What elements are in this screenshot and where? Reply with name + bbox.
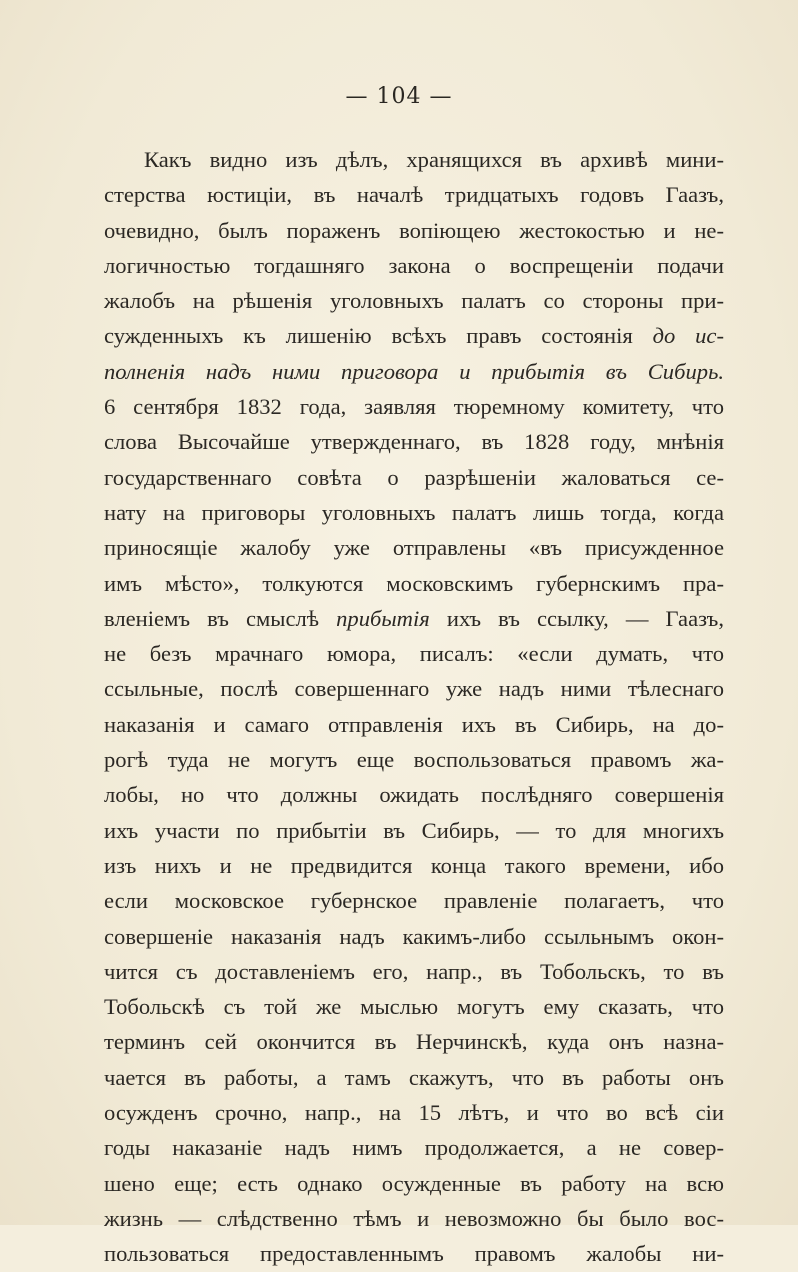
text-line xyxy=(104,1166,724,1201)
text-segment: Какъ видно изъ дѣлъ, хранящихся въ архивѣ мини- xyxy=(144,147,724,172)
text-line xyxy=(104,1201,724,1236)
text-segment: годы наказаніе надъ нимъ продолжается, а не совер- xyxy=(104,1135,724,1161)
text-line xyxy=(104,389,724,424)
text-segment: сужденныхъ къ лишенію всѣхъ правъ состоянія xyxy=(104,323,653,349)
text-line xyxy=(104,283,724,318)
text-line xyxy=(104,495,724,530)
text-line xyxy=(104,177,724,212)
text-line xyxy=(104,1095,724,1130)
body-text xyxy=(104,142,724,1272)
italic-text: до ис- xyxy=(652,323,724,349)
page-number: — 104 — xyxy=(345,84,453,109)
italic-text: прибытія xyxy=(336,605,430,631)
text-segment: изъ нихъ и не предвидится конца такого времени, ибо xyxy=(104,852,724,878)
text-line xyxy=(104,707,724,742)
text-segment: очевидно, былъ пораженъ вопіющею жестокостью и не- xyxy=(104,217,724,243)
text-line xyxy=(104,354,724,389)
text-segment: слова Высочайше утвержденнаго, въ 1828 году, мнѣнія xyxy=(104,429,724,455)
text-line xyxy=(104,883,724,918)
text-line xyxy=(104,566,724,601)
text-line xyxy=(104,530,724,565)
text-line xyxy=(104,919,724,954)
text-line xyxy=(104,636,724,671)
text-segment: ссыльные, послѣ совершеннаго уже надъ ними тѣлеснаго xyxy=(104,676,724,702)
text-segment: если московское губернское правленіе полагаетъ, что xyxy=(104,888,724,914)
text-line xyxy=(104,1060,724,1095)
text-segment: шено еще; есть однако осужденные въ работу на всю xyxy=(104,1170,724,1196)
text-segment: лобы, но что должны ожидать послѣдняго совершенія xyxy=(104,782,724,808)
text-line xyxy=(104,213,724,248)
text-segment: чается въ работы, а тамъ скажутъ, что въ работы онъ xyxy=(104,1064,724,1090)
text-line xyxy=(104,813,724,848)
text-line xyxy=(104,671,724,706)
text-line xyxy=(104,142,724,177)
text-segment: нату на приговоры уголовныхъ палатъ лишь тогда, когда xyxy=(104,499,724,525)
text-line xyxy=(104,460,724,495)
text-segment: не безъ мрачнаго юмора, писалъ: «если думать, что xyxy=(104,641,724,667)
text-segment: имъ мѣсто», толкуются московскимъ губернскимъ пра- xyxy=(104,570,724,596)
text-segment: вленіемъ въ смыслѣ xyxy=(104,605,337,631)
text-segment: наказанія и самаго отправленія ихъ въ Сибирь, на до- xyxy=(104,711,724,737)
text-segment: совершеніе наказанія надъ какимъ-либо ссыльнымъ окон- xyxy=(104,923,724,949)
text-segment: приносящіе жалобу уже отправлены «въ присужденное xyxy=(104,535,724,561)
text-segment: осужденъ срочно, напр., на 15 лѣтъ, и что во всѣ сіи xyxy=(104,1100,724,1126)
text-line xyxy=(104,777,724,812)
text-segment: жизнь — слѣдственно тѣмъ и невозможно бы было вос- xyxy=(104,1205,724,1231)
text-segment: чится съ доставленіемъ его, напр., въ Тобольскъ, то въ xyxy=(104,958,724,984)
text-line xyxy=(104,1024,724,1059)
text-line xyxy=(104,848,724,883)
text-segment: государственнаго совѣта о разрѣшеніи жаловаться се- xyxy=(104,464,724,490)
text-line xyxy=(104,1130,724,1165)
text-line xyxy=(104,424,724,459)
text-segment: рогѣ туда не могутъ еще воспользоваться правомъ жа- xyxy=(104,747,724,773)
text-line xyxy=(104,318,724,353)
text-line xyxy=(104,742,724,777)
text-line xyxy=(104,601,724,636)
text-segment: жалобъ на рѣшенія уголовныхъ палатъ со стороны при- xyxy=(104,288,724,314)
text-segment: ихъ участи по прибытіи въ Сибирь, — то для многихъ xyxy=(104,817,724,843)
text-segment: терминъ сей окончится въ Нерчинскѣ, куда онъ назна- xyxy=(104,1029,724,1055)
text-segment: 6 сентября 1832 года, заявляя тюремному комитету, что xyxy=(104,394,724,420)
text-line xyxy=(104,1236,724,1271)
text-line xyxy=(104,989,724,1024)
text-segment: логичностью тогдашняго закона о воспрещеніи подачи xyxy=(104,252,724,278)
text-line xyxy=(104,248,724,283)
text-line xyxy=(104,954,724,989)
italic-text: полненія надъ ними приговора и прибытія въ Сибирь. xyxy=(104,358,724,384)
text-segment: стерства юстиціи, въ началѣ тридцатыхъ годовъ Гаазъ, xyxy=(104,182,724,208)
text-segment: ихъ въ ссылку, — Гаазъ, xyxy=(429,605,724,631)
text-segment: Тобольскѣ съ той же мыслью могутъ ему сказать, что xyxy=(104,994,724,1020)
text-segment: пользоваться предоставленнымъ правомъ жалобы ни- xyxy=(104,1241,724,1267)
